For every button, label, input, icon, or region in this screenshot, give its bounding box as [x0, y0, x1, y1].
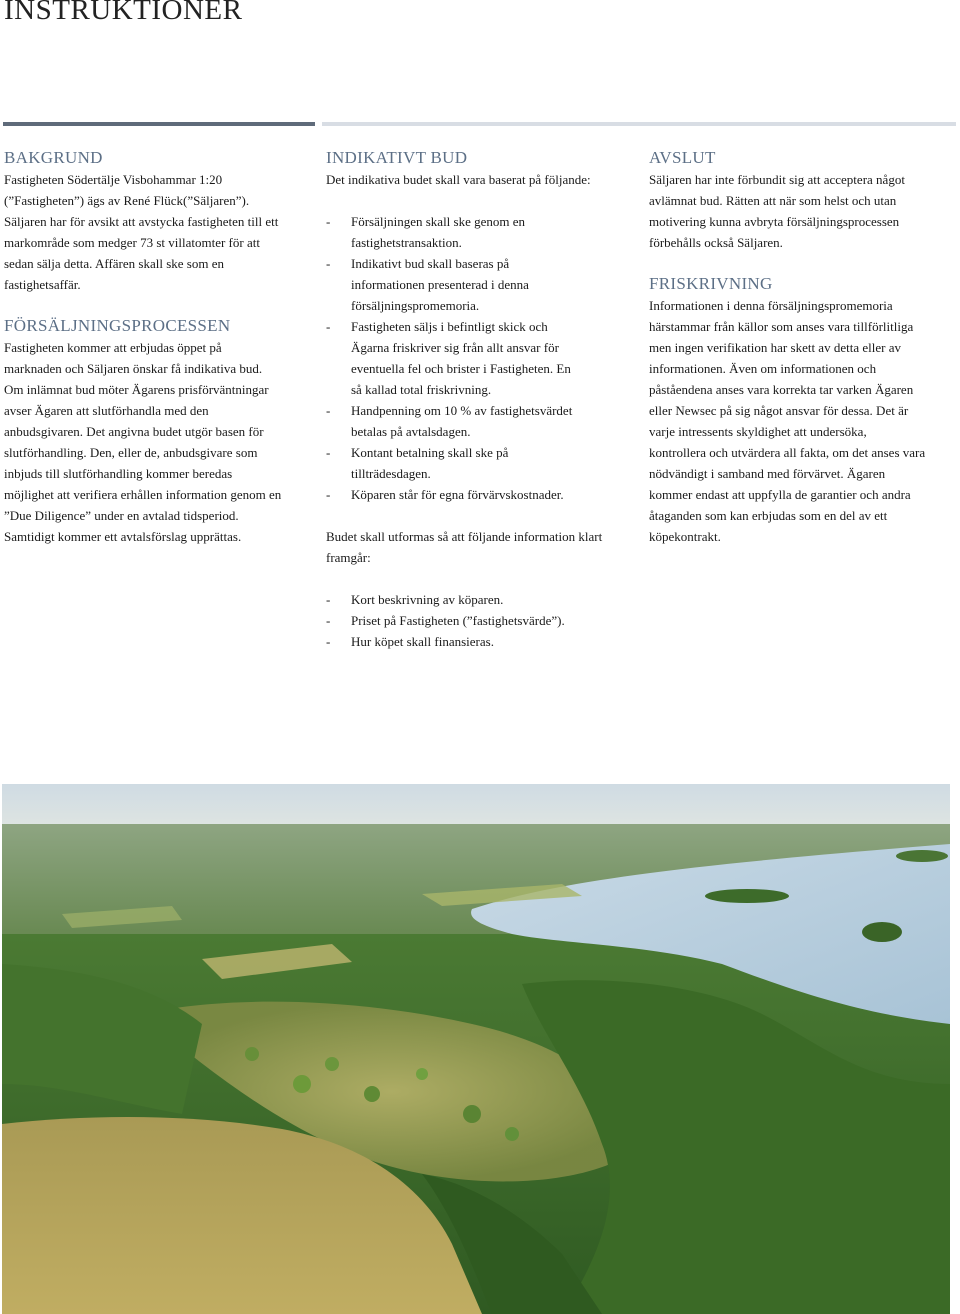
friskrivning-text	[649, 295, 955, 547]
aerial-landscape	[2, 784, 950, 1314]
list-item	[326, 589, 632, 610]
dash-bullet: -	[326, 403, 331, 418]
item-line: betalas på avtalsdagen.	[351, 424, 471, 439]
list-item	[326, 484, 632, 505]
text-line: härstammar från källor som anses vara tillförlitliga	[649, 319, 914, 334]
heading-friskrivning: FRISKRIVNING	[649, 274, 773, 293]
heading-forsaljningsprocessen: FÖRSÄLJNINGSPROCESSEN	[4, 316, 231, 335]
dash-bullet: -	[326, 592, 331, 607]
item-line: Fastigheten säljs i befintligt skick och	[351, 319, 548, 334]
text-line: marknaden och Säljaren önskar få indikativa bud.	[4, 361, 263, 376]
tree	[364, 1086, 380, 1102]
item-line: så kallad total friskrivning.	[351, 382, 492, 397]
text-line: avlämnat bud. Rätten att när som helst och utan	[649, 193, 897, 208]
dash-bullet: -	[326, 319, 331, 334]
tree	[293, 1075, 311, 1093]
text-line: anbudsgivaren. Det angivna budet utgör basen för	[4, 424, 264, 439]
item-line: Indikativt bud skall baseras på	[351, 256, 510, 271]
text-line: ”Due Diligence” under en avtalad tidsperiod.	[4, 508, 239, 523]
text-line: inbjuds till slutförhandling kommer beredas	[4, 466, 233, 481]
heading-avslut: AVSLUT	[649, 148, 716, 167]
indikativt-bud-outro: framgår:	[326, 550, 371, 565]
text-line: kommer endast att uppfylla de garantier och andra	[649, 487, 911, 502]
text-line: informationen. Även om informationen och	[649, 361, 877, 376]
tree	[505, 1127, 519, 1141]
item-line: eventuella fel och brister i Fastigheten. En	[351, 361, 571, 376]
item-line: Hur köpet skall finansieras.	[351, 634, 494, 649]
text-line: Om inlämnat bud möter Ägarens prisförväntningar	[4, 382, 269, 397]
dash-bullet: -	[326, 613, 331, 628]
tree	[245, 1047, 259, 1061]
item-line: tillträdesdagen.	[351, 466, 431, 481]
list-item	[326, 253, 632, 316]
item-line: Kort beskrivning av köparen.	[351, 592, 504, 607]
text-line: sedan sälja detta. Affären skall ske som en	[4, 256, 224, 271]
dash-bullet: -	[326, 634, 331, 649]
column-middle	[326, 146, 632, 652]
text-line: slutförhandling. Den, eller de, anbudsgivare som	[4, 445, 258, 460]
item-line: Försäljningen skall ske genom en	[351, 214, 526, 229]
text-line: nödvändigt i samband med förvärvet. Ägaren	[649, 466, 886, 481]
island	[896, 850, 948, 862]
list-item	[326, 631, 632, 652]
text-line: Säljaren har för avsikt att avstycka fastigheten till ett	[4, 214, 279, 229]
indikativt-bud-intro: Det indikativa budet skall vara baserat på följande:	[326, 172, 591, 187]
item-line: försäljningspromemoria.	[351, 298, 480, 313]
text-line: Fastigheten kommer att erbjudas öppet på	[4, 340, 222, 355]
forsaljningsprocessen-text	[4, 337, 310, 547]
text-line: fastighetsaffär.	[4, 277, 81, 292]
bakgrund-text	[4, 169, 310, 295]
heading-indikativt-bud: INDIKATIVT BUD	[326, 148, 468, 167]
text-line: Informationen i denna försäljningspromemoria	[649, 298, 893, 313]
dash-bullet: -	[326, 445, 331, 460]
text-line: avser Ägaren att slutförhandla med den	[4, 403, 209, 418]
bid-content-list	[326, 589, 632, 652]
text-line: men ingen verifikation har skett av detta eller av	[649, 340, 901, 355]
text-line: motivering kunna avbryta försäljningsprocessen	[649, 214, 900, 229]
text-line: förbehålls också Säljaren.	[649, 235, 783, 250]
text-line: Fastigheten Södertälje Visbohammar 1:20	[4, 172, 223, 187]
aerial-photo	[2, 784, 950, 1314]
text-line: påståendena anses vara korrekta tar varken Ägaren	[649, 382, 914, 397]
item-line: Priset på Fastigheten (”fastighetsvärde”).	[351, 613, 565, 628]
dash-bullet: -	[326, 214, 331, 229]
text-line: markområde som medger 73 st villatomter för att	[4, 235, 260, 250]
heading-bakgrund: BAKGRUND	[4, 148, 103, 167]
island	[705, 889, 789, 903]
text-line: varje intressents skyldighet att undersöka,	[649, 424, 867, 439]
column-left	[4, 146, 310, 547]
avslut-text	[649, 169, 955, 253]
column-right	[649, 146, 955, 547]
dash-bullet: -	[326, 256, 331, 271]
island	[862, 922, 902, 942]
list-item	[326, 316, 632, 400]
item-line: Köparen står för egna förvärvskostnader.	[351, 487, 564, 502]
dash-bullet: -	[326, 487, 331, 502]
text-line: åtaganden som kan erbjudas som en del av ett	[649, 508, 888, 523]
text-line: eller Newsec på sig något ansvar för dessa. Det är	[649, 403, 909, 418]
header-rule-dark	[3, 122, 315, 126]
text-line: (”Fastigheten”) ägs av René Flück(”Säljaren”).	[4, 193, 250, 208]
text-line: Samtidigt kommer ett avtalsförslag upprättas.	[4, 529, 242, 544]
tree	[325, 1057, 339, 1071]
item-line: informationen presenterad i denna	[351, 277, 529, 292]
tree	[463, 1105, 481, 1123]
text-line: Säljaren har inte förbundit sig att acceptera något	[649, 172, 905, 187]
item-line: Ägarna friskriver sig från allt ansvar för	[351, 340, 559, 355]
tree	[416, 1068, 428, 1080]
text-line: möjlighet att verifiera erhållen information genom en	[4, 487, 282, 502]
item-line: Kontant betalning skall ske på	[351, 445, 509, 460]
header-rule-light	[322, 122, 956, 126]
list-item	[326, 442, 632, 484]
list-item	[326, 400, 632, 442]
text-line: kontrollera och utvärdera all fakta, om det anses vara	[649, 445, 926, 460]
text-line: köpekontrakt.	[649, 529, 721, 544]
item-line: fastighetstransaktion.	[351, 235, 462, 250]
list-item	[326, 610, 632, 631]
item-line: Handpenning om 10 % av fastighetsvärdet	[351, 403, 573, 418]
page-title: INSTRUKTIONER	[4, 0, 243, 26]
list-item	[326, 211, 632, 253]
bid-requirements-list	[326, 211, 632, 505]
indikativt-bud-outro: Budet skall utformas så att följande information klart	[326, 529, 603, 544]
